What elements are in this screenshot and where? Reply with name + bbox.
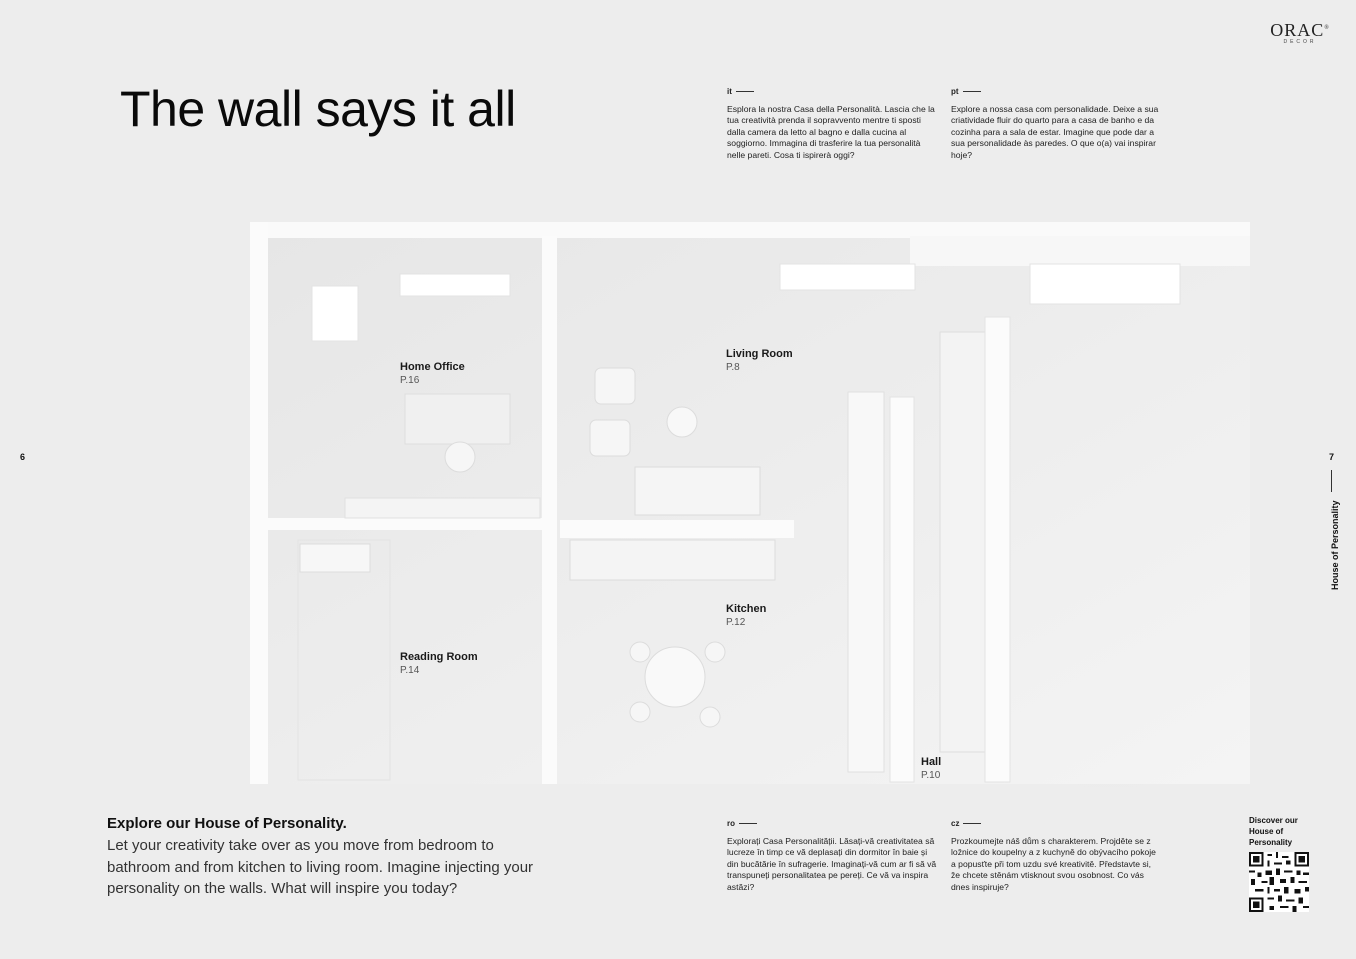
floor-plan-illustration	[250, 222, 1255, 787]
lang-text-cz: Prozkoumejte náš dům s charakterem. Projděte se z ložnice do koupelny a z kuchyně do obývacího pokoje a popusťte při tom uzdu své kreativitě. Představte si, že chcete stěnám vtisknout svou osobnost. Co vás dnes inspiruje?	[951, 835, 1156, 892]
room-name-reading-room: Reading Room	[400, 651, 478, 663]
center-wall	[542, 236, 557, 784]
skylight-living	[780, 264, 915, 290]
hall-door-panel-right	[890, 397, 914, 782]
room-page-hall: P.10	[921, 770, 941, 781]
lang-block-it	[727, 86, 937, 161]
office-chair	[445, 442, 475, 472]
office-desk	[405, 394, 510, 444]
office-shelf	[345, 498, 540, 518]
kitchen-chair-1	[630, 642, 650, 662]
explore-heading: Explore our House of Personality.	[107, 815, 347, 832]
lang-code-it: it	[727, 86, 937, 98]
page-title: The wall says it all	[120, 81, 516, 137]
orac-decor-logo	[1270, 20, 1330, 45]
room-label-reading-room[interactable]	[400, 650, 478, 678]
room-label-kitchen[interactable]	[726, 602, 766, 630]
hall-top-wall	[910, 236, 1250, 266]
left-wall	[250, 222, 268, 784]
room-page-home-office: P.16	[400, 375, 420, 386]
qr-code[interactable]	[1249, 852, 1309, 912]
logo-subtitle: DECOR	[1283, 39, 1317, 45]
lang-block-pt	[951, 86, 1161, 161]
kitchen-chair-4	[700, 707, 720, 727]
page-number-left: 6	[20, 452, 26, 462]
room-page-living-room: P.8	[726, 362, 740, 373]
room-label-living-room[interactable]	[726, 347, 793, 375]
room-page-reading-room: P.14	[400, 665, 420, 676]
living-armchair-1	[595, 368, 635, 404]
living-table	[667, 407, 697, 437]
top-wall	[250, 222, 1250, 238]
lang-text-it: Esplora la nostra Casa della Personalità. Lascia che la tua creatività prenda il sopravvento mentre ti sposti dalla camera da letto al bagno e dalla cucina al soggiorno. Immagina di trasferire la tua personalità nelle pareti. Cosa ti ispirerà oggi?	[727, 103, 935, 160]
hall-right-wall	[985, 317, 1010, 782]
lang-text-ro: Explorați Casa Personalității. Lăsați-vă creativitatea să lucreze în timp ce vă deplasați din dormitor în baie și din bucătărie în sufragerie. Imaginați-vă cum ar fi să vă transpuneți personalitatea pe pereți. Ce vă va inspira astăzi?	[727, 835, 937, 892]
room-name-kitchen: Kitchen	[726, 603, 767, 615]
side-section-label: House of Personality	[1330, 500, 1340, 590]
hall-door-panel-left	[848, 392, 884, 772]
room-label-hall[interactable]	[921, 755, 941, 783]
office-window	[312, 286, 358, 341]
logo-wordmark: ORAC®	[1270, 20, 1330, 40]
kitchen-table	[645, 647, 705, 707]
qr-caption: Discover our House of Personality	[1249, 816, 1298, 847]
skylight-hall	[1030, 264, 1180, 304]
kitchen-counter	[570, 540, 775, 580]
kitchen-chair-3	[630, 702, 650, 722]
explore-body-text: Let your creativity take over as you move from bedroom to bathroom and from kitchen to living room. Imagine injecting your personality on the walls. What will inspire you today?	[107, 837, 534, 897]
room-name-living-room: Living Room	[726, 348, 793, 360]
lang-block-ro	[727, 818, 937, 893]
room-page-kitchen: P.12	[726, 617, 746, 628]
lang-block-cz	[951, 818, 1161, 893]
living-armchair-2	[590, 420, 630, 456]
living-sofa	[635, 467, 760, 515]
lang-text-pt: Explore a nossa casa com personalidade. Deixe a sua criatividade fluir do quarto para a casa de banho e da cozinha para a sala de estar. Imagine que pode dar a sua personalidade às paredes. O que o(a) vai inspirar hoje?	[951, 103, 1159, 160]
room-label-home-office[interactable]	[400, 360, 465, 388]
office-bottom-wall	[268, 518, 548, 530]
lang-code-cz: cz	[951, 818, 1161, 830]
side-divider	[1331, 470, 1332, 492]
living-bottom-wall	[560, 520, 794, 538]
room-name-hall: Hall	[921, 756, 942, 768]
lang-code-ro: ro	[727, 818, 937, 830]
reading-sofa	[300, 544, 370, 572]
lang-code-pt: pt	[951, 86, 1161, 98]
room-name-home-office: Home Office	[400, 361, 465, 373]
page-number-right: 7	[1329, 452, 1335, 462]
skylight-office	[400, 274, 510, 296]
hall-cabinet	[940, 332, 985, 752]
kitchen-chair-2	[705, 642, 725, 662]
